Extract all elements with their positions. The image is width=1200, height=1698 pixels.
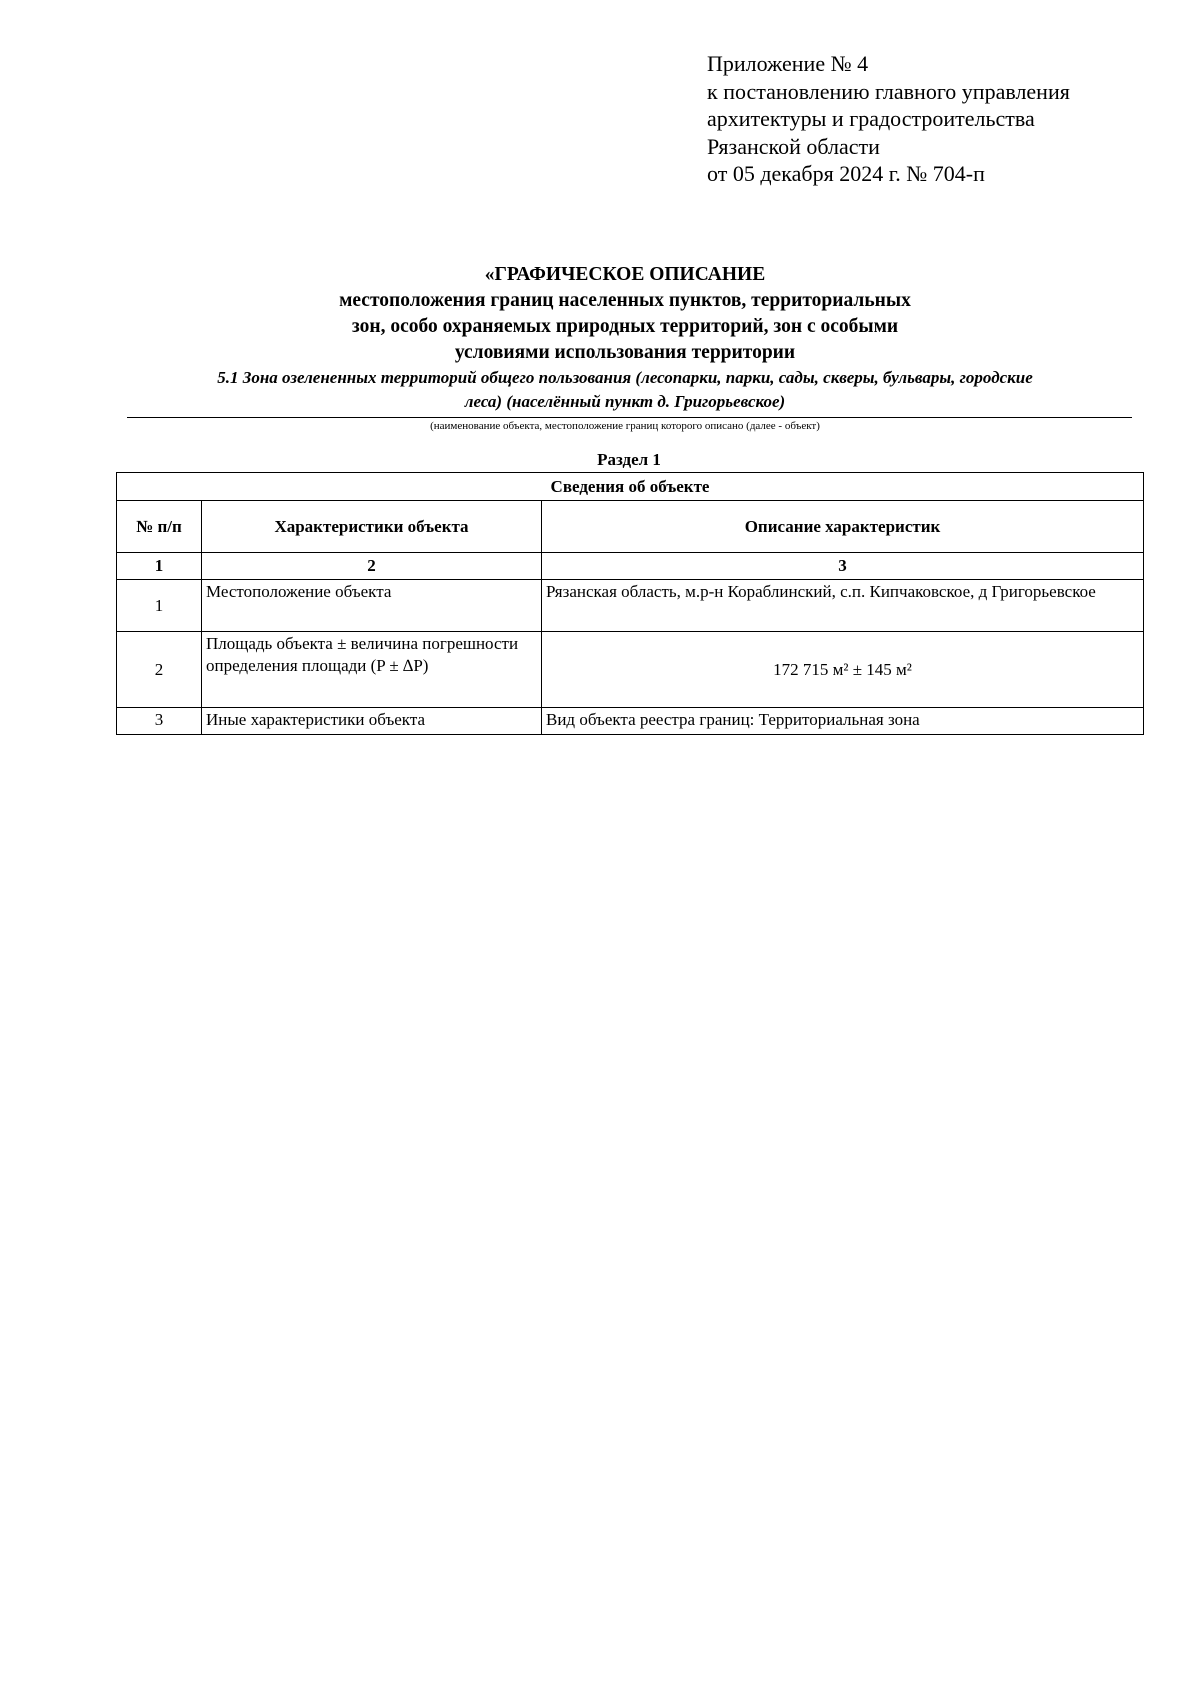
- row-num: 3: [117, 708, 202, 735]
- appendix-line: к постановлению главного управления: [707, 78, 1070, 104]
- object-name-line: 5.1 Зона озелененных территорий общего пользования (лесопарки, парки, сады, скверы, бульвары, городские: [217, 368, 1033, 387]
- object-name-line: леса) (населённый пункт д. Григорьевское): [464, 392, 786, 411]
- row-characteristic: Иные характеристики объекта: [202, 708, 542, 735]
- table-title: Сведения об объекте: [117, 473, 1144, 501]
- title-line: условиями использования территории: [454, 342, 796, 363]
- table-row: [117, 632, 1144, 708]
- object-name: [118, 366, 1132, 414]
- appendix-line: архитектуры и градостроительства: [707, 106, 1035, 131]
- title-line: зон, особо охраняемых природных территорий, зон с особыми: [351, 316, 899, 337]
- row-description: 172 715 м² ± 145 м²: [542, 632, 1144, 708]
- appendix-line: Рязанской области: [707, 133, 880, 159]
- appendix-line: от 05 декабря 2024 г. № 704-п: [707, 161, 985, 186]
- underline-rule: [127, 417, 1132, 418]
- row-description: Рязанская область, м.р-н Кораблинский, с.п. Кипчаковское, д Григорьевское: [542, 580, 1144, 632]
- column-number: 3: [542, 553, 1144, 580]
- table-row: [117, 580, 1144, 632]
- row-characteristic: Местоположение объекта: [202, 580, 542, 632]
- section-label: Раздел 1: [597, 450, 661, 469]
- table-row: [117, 708, 1144, 735]
- title-line: местоположения границ населенных пунктов, территориальных: [339, 290, 911, 311]
- header-characteristic: Характеристики объекта: [202, 501, 542, 553]
- row-description: Вид объекта реестра границ: Территориальная зона: [542, 708, 1144, 735]
- row-characteristic: Площадь объекта ± величина погрешности определения площади (P ± ∆P): [202, 632, 542, 708]
- object-info-table: [116, 472, 1144, 735]
- header-description: Описание характеристик: [542, 501, 1144, 553]
- header-num: № п/п: [117, 501, 202, 553]
- appendix-line: Приложение № 4: [707, 51, 869, 76]
- object-caption: (наименование объекта, местоположение границ которого описано (далее - объект): [430, 420, 820, 432]
- row-num: 2: [117, 632, 202, 708]
- column-number: 1: [117, 553, 202, 580]
- appendix-header: [707, 50, 1070, 188]
- row-num: 1: [117, 580, 202, 632]
- document-title: [118, 262, 1132, 366]
- title-line: «ГРАФИЧЕСКОЕ ОПИСАНИЕ: [484, 264, 766, 285]
- column-number: 2: [202, 553, 542, 580]
